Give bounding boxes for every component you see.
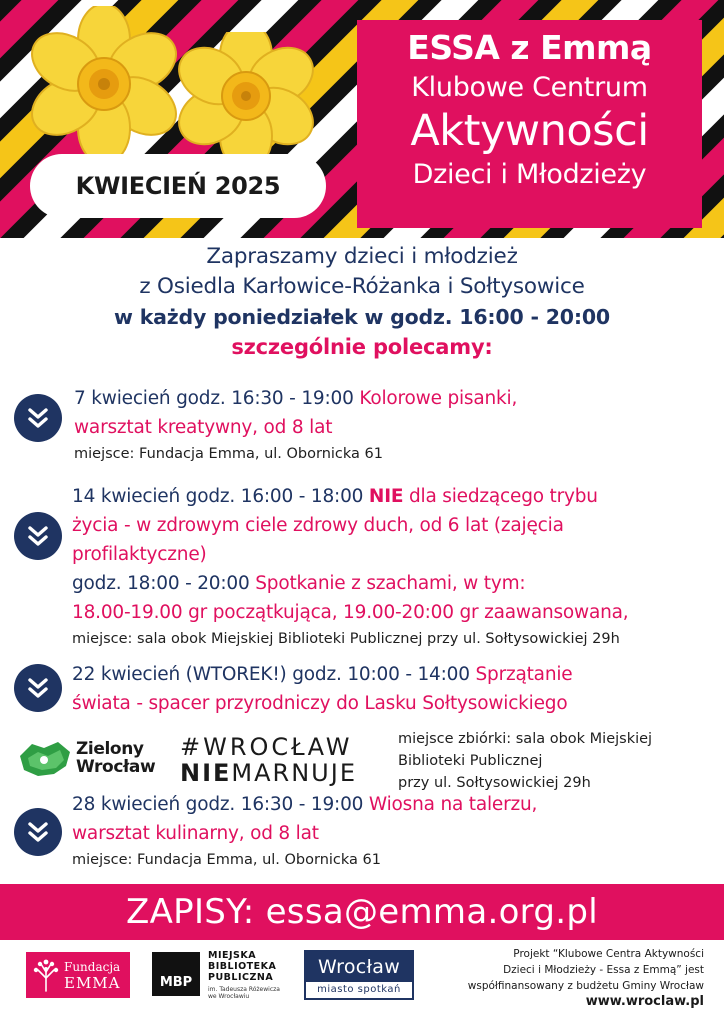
meet-line-3: przy ul. Sołtysowickiej 29h (398, 775, 591, 791)
event-title: dla siedzącego trybu (403, 486, 598, 507)
meet-line-2: Biblioteki Publicznej (398, 753, 543, 769)
event-title-bold: NIE (368, 486, 404, 507)
mbp-sub-2: we Wrocławiu (208, 993, 250, 1000)
wroclaw-logo-top: Wrocław (306, 952, 412, 982)
event-title-2: Spotkanie z szachami, w tym: (255, 573, 526, 594)
website-link[interactable]: www.wroclaw.pl (585, 994, 704, 1009)
event-time-2: godz. 18:00 - 20:00 (72, 573, 256, 594)
mbp-name (208, 950, 276, 983)
project-line-3: współfinansowany z budżetu Gminy Wrocław (467, 980, 704, 992)
title-line-3: Aktywności (410, 106, 649, 156)
event-2-text (72, 482, 720, 651)
month-label: KWIECIEŃ 2025 (30, 154, 326, 218)
project-line-2: Dzieci i Młodzieży - Essa z Emmą” jest (503, 964, 704, 976)
wnm-rest: MARNUJE (231, 759, 357, 787)
event-title-cont: życia - w zdrowym ciele zdrowy duch, od 6 lat (zajęcia (72, 515, 564, 536)
event-title: Kolorowe pisanki, (359, 388, 518, 409)
event-3-meeting-place (398, 728, 652, 794)
partner-logos-row (0, 728, 724, 790)
wnm-bold: NIE (180, 759, 232, 787)
wroclaw-logo (304, 950, 414, 1000)
intro-line-1: Zapraszamy dzieci i młodzież (206, 244, 518, 269)
project-line-1: Projekt “Klubowe Centra Aktywności (513, 948, 704, 960)
event-title: Wiosna na talerzu, (368, 794, 538, 815)
event-place: miejsce: Fundacja Emma, ul. Obornicka 61 (72, 852, 381, 868)
chevron-down-icon (14, 394, 62, 442)
event-4-text (72, 790, 720, 872)
event-3-line-1 (72, 660, 720, 689)
event-title-cont: świata - spacer przyrodniczy do Lasku Sołtysowickiego (72, 693, 568, 714)
mbp-logo (152, 950, 296, 1004)
event-title-cont-2: profilaktyczne) (72, 544, 207, 565)
chevron-down-icon (14, 808, 62, 856)
emma-line-1: Fundacja (64, 960, 121, 974)
signup-banner: ZAPISY: essa@emma.org.pl (0, 884, 724, 940)
mbp-line-1: MIEJSKA (208, 950, 257, 961)
chevron-down-icon (14, 512, 62, 560)
event-4-line-1 (72, 790, 720, 819)
wroclaw-nie-marnuje-logo (180, 734, 357, 786)
title-box (357, 20, 702, 228)
emma-text (64, 959, 121, 991)
zielony-wroclaw-text (76, 740, 155, 776)
wnm-line-2 (180, 760, 357, 786)
event-title-cont: warsztat kreatywny, od 8 lat (74, 417, 333, 438)
wroclaw-logo-bottom: miasto spotkań (317, 984, 401, 995)
daffodil-right-icon (164, 32, 328, 162)
tree-icon (32, 958, 60, 992)
meet-line-1: miejsce zbiórki: sala obok Miejskiej (398, 731, 653, 747)
event-2-line-4 (72, 569, 720, 598)
event-date: 22 kwiecień (WTOREK!) godz. 10:00 - 14:00 (72, 664, 476, 685)
event-date: 14 kwiecień godz. 16:00 - 18:00 (72, 486, 369, 507)
event-place: miejsce: sala obok Miejskiej Biblioteki Publicznej przy ul. Sołtysowickiej 29h (72, 631, 620, 647)
event-date: 7 kwiecień godz. 16:30 - 19:00 (74, 388, 360, 409)
event-1-line-1 (74, 384, 720, 413)
mbp-line-3: PUBLICZNA (208, 972, 274, 983)
event-place: miejsce: Fundacja Emma, ul. Obornicka 61 (74, 446, 383, 462)
event-title-cont: warsztat kulinarny, od 8 lat (72, 823, 319, 844)
intro-text (0, 242, 724, 362)
mbp-line-2: BIBLIOTEKA (208, 961, 277, 972)
mbp-box: MBP (152, 952, 200, 996)
event-1-text (74, 384, 720, 466)
title-line-2: Klubowe Centrum (411, 72, 648, 103)
header-banner (0, 0, 724, 238)
daffodil-left-icon (24, 6, 184, 162)
title-line-1: ESSA z Emmą (407, 28, 652, 67)
mbp-sub (208, 986, 280, 1000)
intro-line-3: w każdy poniedziałek w godz. 16:00 - 20:00 (114, 305, 610, 329)
chevron-down-icon (14, 664, 62, 712)
intro-line-2: z Osiedla Karłowice-Różanka i Sołtysowice (139, 274, 585, 299)
zielony-line-2: Wrocław (76, 757, 156, 777)
event-title: Sprzątanie (475, 664, 573, 685)
emma-line-2: EMMA (64, 974, 121, 992)
intro-line-4: szczególnie polecamy: (231, 335, 493, 359)
project-funding-note (434, 946, 704, 994)
zielony-wroclaw-logo-icon (14, 736, 74, 780)
fundacja-emma-logo (26, 952, 130, 998)
mbp-sub-1: im. Tadeusza Różewicza (208, 986, 280, 993)
wnm-line-1: #WROCŁAW (180, 733, 353, 761)
footer (0, 940, 724, 1024)
title-line-4: Dzieci i Młodzieży (412, 159, 647, 190)
event-groups: 18.00-19.00 gr początkująca, 19.00-20:00 gr zaawansowana, (72, 602, 629, 623)
event-date: 28 kwiecień godz. 16:30 - 19:00 (72, 794, 369, 815)
zielony-line-1: Zielony (76, 739, 144, 759)
event-3-text (72, 660, 720, 718)
event-2-line-1 (72, 482, 720, 511)
